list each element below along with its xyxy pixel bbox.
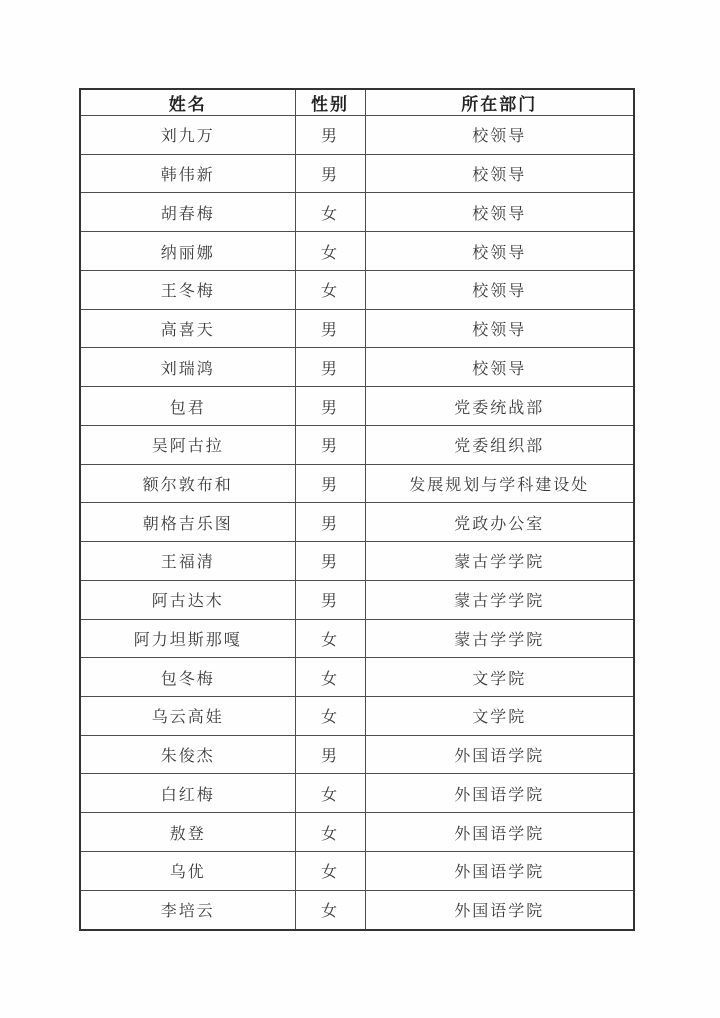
name-cell: 乌优 (80, 851, 295, 890)
name-cell: 阿古达木 (80, 580, 295, 619)
staff-table-container (79, 88, 633, 931)
gender-cell: 男 (295, 154, 365, 193)
gender-cell: 男 (295, 503, 365, 542)
table-row (80, 774, 634, 813)
department-cell: 校领导 (365, 309, 634, 348)
table-row (80, 851, 634, 890)
table-row (80, 348, 634, 387)
name-cell: 乌云高娃 (80, 697, 295, 736)
department-cell: 校领导 (365, 232, 634, 271)
staff-table (79, 88, 635, 931)
name-cell: 王冬梅 (80, 270, 295, 309)
gender-cell: 女 (295, 890, 365, 930)
name-cell: 韩伟新 (80, 154, 295, 193)
department-cell: 校领导 (365, 116, 634, 155)
header-row (80, 89, 634, 116)
gender-cell: 男 (295, 425, 365, 464)
header-gender: 性别 (295, 89, 365, 116)
table-row (80, 813, 634, 852)
gender-cell: 男 (295, 580, 365, 619)
department-cell: 校领导 (365, 193, 634, 232)
name-cell: 朱俊杰 (80, 735, 295, 774)
department-cell: 外国语学院 (365, 890, 634, 930)
name-cell: 阿力坦斯那嘎 (80, 619, 295, 658)
table-row (80, 464, 634, 503)
table-row (80, 232, 634, 271)
department-cell: 外国语学院 (365, 851, 634, 890)
name-cell: 刘瑞鸿 (80, 348, 295, 387)
table-row (80, 425, 634, 464)
name-cell: 包冬梅 (80, 658, 295, 697)
department-cell: 发展规划与学科建设处 (365, 464, 634, 503)
department-cell: 外国语学院 (365, 774, 634, 813)
department-cell: 外国语学院 (365, 735, 634, 774)
table-row (80, 890, 634, 930)
gender-cell: 女 (295, 697, 365, 736)
department-cell: 党委统战部 (365, 387, 634, 426)
department-cell: 外国语学院 (365, 813, 634, 852)
name-cell: 李培云 (80, 890, 295, 930)
name-cell: 王福清 (80, 542, 295, 581)
department-cell: 文学院 (365, 658, 634, 697)
name-cell: 白红梅 (80, 774, 295, 813)
gender-cell: 女 (295, 658, 365, 697)
gender-cell: 女 (295, 774, 365, 813)
gender-cell: 女 (295, 232, 365, 271)
table-row (80, 154, 634, 193)
name-cell: 高喜天 (80, 309, 295, 348)
department-cell: 校领导 (365, 348, 634, 387)
name-cell: 刘九万 (80, 116, 295, 155)
gender-cell: 女 (295, 619, 365, 658)
table-row (80, 309, 634, 348)
gender-cell: 女 (295, 851, 365, 890)
name-cell: 包君 (80, 387, 295, 426)
department-cell: 党委组织部 (365, 425, 634, 464)
gender-cell: 女 (295, 813, 365, 852)
table-row (80, 193, 634, 232)
table-row (80, 580, 634, 619)
table-row (80, 503, 634, 542)
department-cell: 校领导 (365, 154, 634, 193)
table-body (80, 116, 634, 931)
header-name: 姓名 (80, 89, 295, 116)
name-cell: 敖登 (80, 813, 295, 852)
gender-cell: 男 (295, 464, 365, 503)
gender-cell: 女 (295, 193, 365, 232)
table-row (80, 270, 634, 309)
department-cell: 蒙古学学院 (365, 619, 634, 658)
table-row (80, 697, 634, 736)
name-cell: 纳丽娜 (80, 232, 295, 271)
header-department: 所在部门 (365, 89, 634, 116)
table-header (80, 89, 634, 116)
gender-cell: 男 (295, 387, 365, 426)
gender-cell: 男 (295, 309, 365, 348)
department-cell: 文学院 (365, 697, 634, 736)
table-row (80, 735, 634, 774)
table-row (80, 116, 634, 155)
name-cell: 额尔敦布和 (80, 464, 295, 503)
department-cell: 蒙古学学院 (365, 580, 634, 619)
table-row (80, 542, 634, 581)
name-cell: 吴阿古拉 (80, 425, 295, 464)
gender-cell: 男 (295, 735, 365, 774)
name-cell: 胡春梅 (80, 193, 295, 232)
gender-cell: 男 (295, 542, 365, 581)
department-cell: 蒙古学学院 (365, 542, 634, 581)
gender-cell: 女 (295, 270, 365, 309)
table-row (80, 619, 634, 658)
gender-cell: 男 (295, 116, 365, 155)
table-row (80, 387, 634, 426)
department-cell: 党政办公室 (365, 503, 634, 542)
gender-cell: 男 (295, 348, 365, 387)
name-cell: 朝格吉乐图 (80, 503, 295, 542)
department-cell: 校领导 (365, 270, 634, 309)
table-row (80, 658, 634, 697)
